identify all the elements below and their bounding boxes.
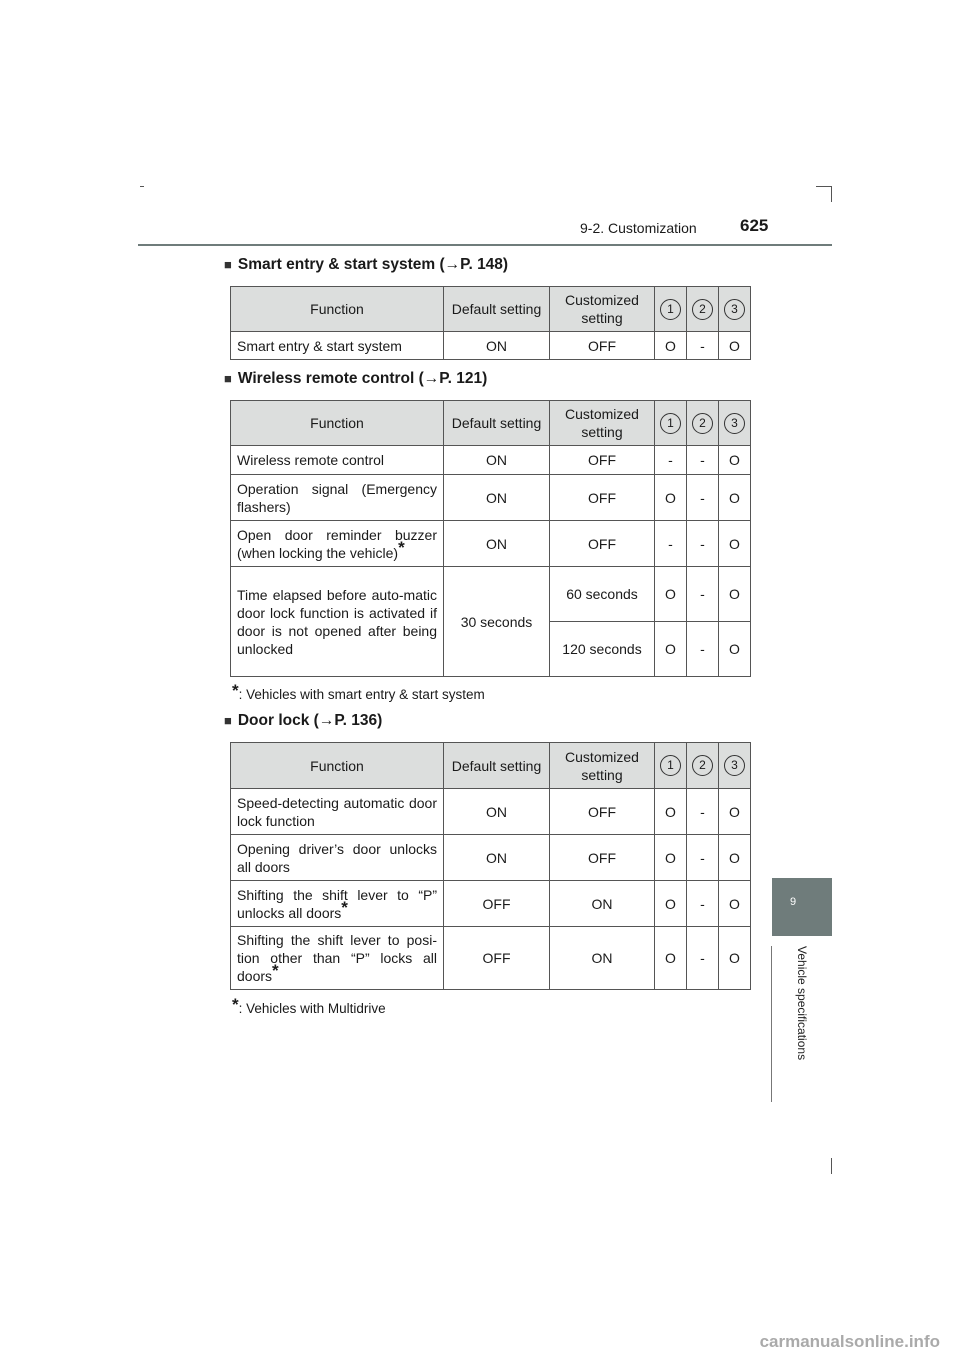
column-header-function: Function — [231, 401, 444, 446]
arrow-icon: → — [423, 370, 440, 387]
method-3-cell: O — [719, 332, 751, 360]
method-2-cell: - — [687, 446, 719, 475]
column-header-1 — [655, 401, 687, 446]
method-1-cell: O — [655, 332, 687, 360]
method-3-cell: O — [719, 881, 751, 927]
method-2-cell: - — [687, 789, 719, 835]
customized-cell: OFF — [550, 475, 655, 521]
function-cell: Time elapsed before auto-matic door lock function is activated if door is not opened after being unlocked — [231, 567, 444, 677]
table-row — [231, 567, 751, 622]
column-header-function: Function — [231, 743, 444, 789]
column-header-customized: Customized setting — [550, 743, 655, 789]
page-reference[interactable]: P. 121) — [439, 370, 488, 387]
customized-cell: ON — [550, 927, 655, 990]
function-cell: Smart entry & start system — [231, 332, 444, 360]
column-header-3 — [719, 743, 751, 789]
wireless-remote-table — [230, 400, 751, 677]
function-cell: Shifting the shift lever to posi-tion other than “P” locks all doors* — [231, 927, 444, 990]
default-cell: OFF — [444, 881, 550, 927]
method-3-cell: O — [719, 789, 751, 835]
customized-cell: OFF — [550, 835, 655, 881]
method-3-cell: O — [719, 475, 751, 521]
default-cell: ON — [444, 332, 550, 360]
method-2-cell: - — [687, 622, 719, 677]
asterisk-mark: * — [232, 995, 239, 1014]
crop-mark — [816, 186, 832, 187]
method-2-cell: - — [687, 567, 719, 622]
header-rule — [138, 244, 832, 246]
function-cell: Opening driver’s door unlocks all doors — [231, 835, 444, 881]
table-header-row — [231, 743, 751, 789]
footnote-multidrive: *: Vehicles with Multidrive — [232, 995, 386, 1016]
asterisk-mark: * — [341, 897, 348, 917]
asterisk-mark: * — [272, 961, 279, 980]
column-header-default: Default setting — [444, 287, 550, 332]
circled-number-icon: 2 — [692, 755, 713, 776]
page-reference[interactable]: P. 148) — [460, 256, 509, 273]
function-cell: Open door reminder buzzer (when locking the vehicle)* — [231, 521, 444, 567]
default-cell: ON — [444, 835, 550, 881]
page-reference[interactable]: P. 136) — [334, 712, 383, 729]
asterisk-mark: * — [398, 537, 405, 557]
method-1-cell: O — [655, 927, 687, 990]
customized-cell: ON — [550, 881, 655, 927]
arrow-icon: → — [444, 256, 461, 273]
customized-cell: OFF — [550, 446, 655, 475]
column-header-default: Default setting — [444, 743, 550, 789]
chapter-number: 9 — [790, 896, 797, 908]
column-header-2 — [687, 743, 719, 789]
method-3-cell: O — [719, 521, 751, 567]
method-1-cell: O — [655, 835, 687, 881]
customized-cell: OFF — [550, 789, 655, 835]
circled-number-icon: 2 — [692, 299, 713, 320]
column-header-2 — [687, 401, 719, 446]
square-bullet-icon: ■ — [224, 257, 232, 272]
method-1-cell: O — [655, 475, 687, 521]
column-header-3 — [719, 401, 751, 446]
table-row — [231, 521, 751, 567]
table-row — [231, 835, 751, 881]
crop-mark — [140, 186, 144, 187]
method-2-cell: - — [687, 881, 719, 927]
method-1-cell: O — [655, 881, 687, 927]
table-header-row — [231, 287, 751, 332]
method-1-cell: - — [655, 521, 687, 567]
section-heading-door-lock: ■ Door lock (→P. 136) — [224, 712, 383, 729]
column-header-3 — [719, 287, 751, 332]
method-2-cell: - — [687, 835, 719, 881]
column-header-customized: Customized setting — [550, 287, 655, 332]
method-3-cell: O — [719, 446, 751, 475]
table-row — [231, 927, 751, 990]
circled-number-icon: 3 — [724, 413, 745, 434]
method-1-cell: O — [655, 567, 687, 622]
column-header-function: Function — [231, 287, 444, 332]
method-3-cell: O — [719, 567, 751, 622]
function-cell: Shifting the shift lever to “P” unlocks all doors* — [231, 881, 444, 927]
default-cell: 30 seconds — [444, 567, 550, 677]
circled-number-icon: 1 — [660, 755, 681, 776]
table-row — [231, 881, 751, 927]
default-cell: ON — [444, 475, 550, 521]
table-row — [231, 446, 751, 475]
method-3-cell: O — [719, 835, 751, 881]
section-heading-wireless-remote: ■ Wireless remote control (→P. 121) — [224, 370, 488, 387]
page-number: 625 — [740, 216, 769, 235]
default-cell: ON — [444, 521, 550, 567]
circled-number-icon: 3 — [724, 755, 745, 776]
square-bullet-icon: ■ — [224, 371, 232, 386]
default-cell: OFF — [444, 927, 550, 990]
method-2-cell: - — [687, 332, 719, 360]
customized-cell: OFF — [550, 521, 655, 567]
column-header-customized: Customized setting — [550, 401, 655, 446]
method-1-cell: - — [655, 446, 687, 475]
chapter-title: Vehicle specifications — [795, 946, 809, 1061]
footnote-smart-entry: *: Vehicles with smart entry & start system — [232, 681, 485, 702]
method-3-cell: O — [719, 927, 751, 990]
circled-number-icon: 1 — [660, 413, 681, 434]
function-cell: Operation signal (Emergency flashers) — [231, 475, 444, 521]
function-cell: Wireless remote control — [231, 446, 444, 475]
square-bullet-icon: ■ — [224, 713, 232, 728]
smart-entry-table — [230, 286, 751, 360]
method-2-cell: - — [687, 927, 719, 990]
default-cell: ON — [444, 789, 550, 835]
circled-number-icon: 3 — [724, 299, 745, 320]
method-2-cell: - — [687, 475, 719, 521]
arrow-icon: → — [318, 712, 335, 729]
default-cell: ON — [444, 446, 550, 475]
method-3-cell: O — [719, 622, 751, 677]
method-1-cell: O — [655, 622, 687, 677]
function-cell: Speed-detecting automatic door lock function — [231, 789, 444, 835]
door-lock-table — [230, 742, 751, 990]
table-row — [231, 475, 751, 521]
crop-mark — [831, 186, 832, 202]
chapter-divider — [771, 946, 772, 1102]
customized-cell: 120 seconds — [550, 622, 655, 677]
table-row — [231, 332, 751, 360]
table-header-row — [231, 401, 751, 446]
chapter-tab[interactable] — [772, 878, 832, 936]
column-header-1 — [655, 287, 687, 332]
method-2-cell: - — [687, 521, 719, 567]
asterisk-mark: * — [232, 681, 239, 700]
table-row — [231, 789, 751, 835]
customized-cell: 60 seconds — [550, 567, 655, 622]
circled-number-icon: 2 — [692, 413, 713, 434]
circled-number-icon: 1 — [660, 299, 681, 320]
watermark: carmanualsonline.info — [759, 1332, 940, 1351]
column-header-2 — [687, 287, 719, 332]
section-header: 9-2. Customization — [580, 220, 697, 236]
column-header-1 — [655, 743, 687, 789]
section-heading-smart-entry: ■ Smart entry & start system (→P. 148) — [224, 256, 509, 273]
crop-mark — [831, 1158, 832, 1174]
column-header-default: Default setting — [444, 401, 550, 446]
customized-cell: OFF — [550, 332, 655, 360]
method-1-cell: O — [655, 789, 687, 835]
